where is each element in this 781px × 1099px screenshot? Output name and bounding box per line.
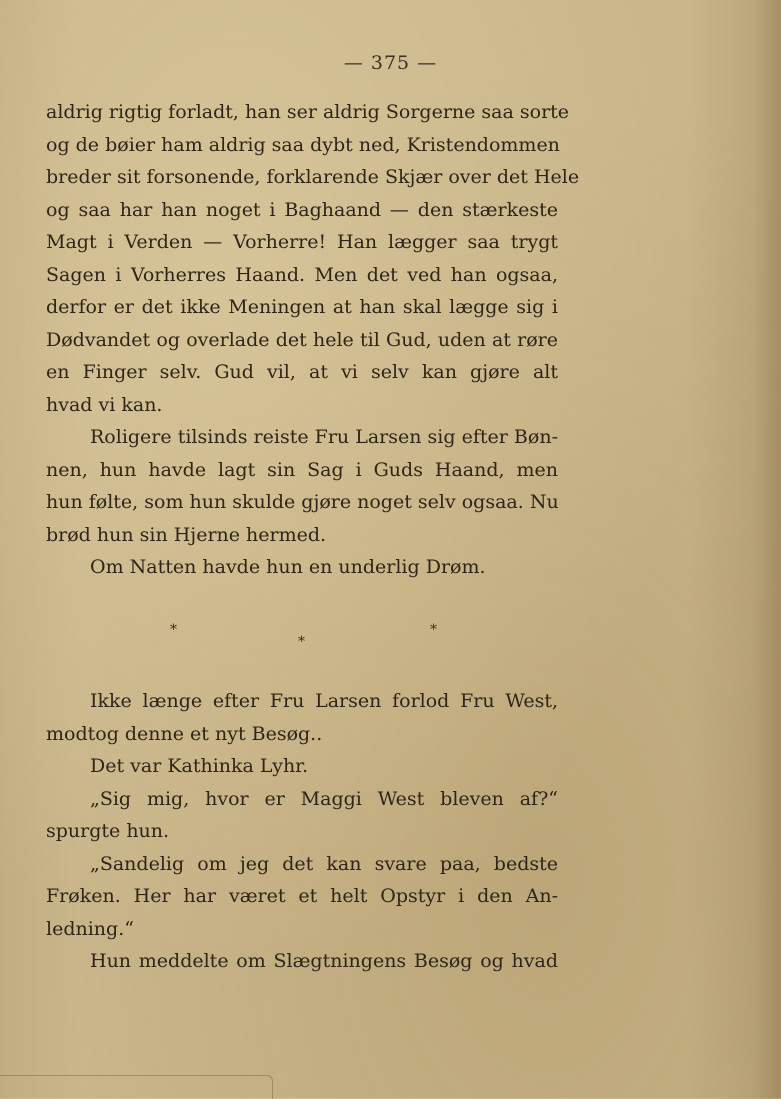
- text-line: Om Natten havde hun en underlig Drøm.: [90, 556, 486, 578]
- page-edge-shadow: [753, 0, 781, 1098]
- text-line: Sagen i Vorherres Haand. Men det ved han ogsaa,: [46, 263, 558, 286]
- text-line: en Finger selv. Gud vil, at vi selv kan gjøre alt: [46, 361, 558, 383]
- text-line: Hun meddelte om Slægtningens Besøg og hvad: [90, 950, 558, 972]
- text-line: „Sandelig om jeg det kan svare paa, bedste: [90, 852, 558, 875]
- separator-star: *: [298, 634, 305, 650]
- text-line: Frøken. Her har været et helt Opstyr i den An-: [46, 885, 558, 907]
- text-line: hvad vi kan.: [46, 393, 163, 416]
- separator-star: *: [170, 622, 177, 638]
- text-line: nen, hun havde lagt sin Sag i Guds Haand, men: [46, 458, 558, 481]
- text-line: hun følte, som hun skulde gjøre noget selv ogsaa. Nu: [46, 491, 559, 513]
- separator-star: *: [430, 622, 437, 638]
- text-line: Ikke længe efter Fru Larsen forlod Fru West,: [90, 690, 558, 712]
- text-line: modtog denne et nyt Besøg..: [46, 722, 323, 745]
- page-number: — 375 —: [343, 52, 438, 74]
- text-block-top: [46, 96, 580, 584]
- text-line: derfor er det ikke Meningen at han skal lægge sig i: [46, 296, 558, 318]
- text-line: spurgte hun.: [46, 820, 170, 842]
- text-line: Dødvandet og overlade det hele til Gud, uden at røre: [46, 328, 558, 351]
- text-line: aldrig rigtig forladt, han ser aldrig Sorgerne saa sorte: [46, 101, 570, 123]
- text-block-bottom: [46, 685, 558, 978]
- section-separator: [0, 622, 781, 662]
- text-line: breder sit forsonende, forklarende Skjær over det Hele: [46, 166, 580, 188]
- text-line: „Sig mig, hvor er Maggi West bleven af?“: [90, 787, 558, 810]
- text-line: brød hun sin Hjerne hermed.: [46, 523, 327, 546]
- text-line: Magt i Verden — Vorherre! Han lægger saa trygt: [46, 231, 558, 253]
- text-line: ledning.“: [46, 917, 134, 940]
- text-line: og saa har han noget i Baghaand — den stærkeste: [46, 198, 558, 221]
- text-line: og de bøier ham aldrig saa dybt ned, Kristendommen: [46, 133, 560, 156]
- text-line: Det var Kathinka Lyhr.: [90, 755, 309, 777]
- text-line: Roligere tilsinds reiste Fru Larsen sig efter Bøn-: [90, 426, 558, 448]
- page-fold-mark: [0, 1075, 273, 1099]
